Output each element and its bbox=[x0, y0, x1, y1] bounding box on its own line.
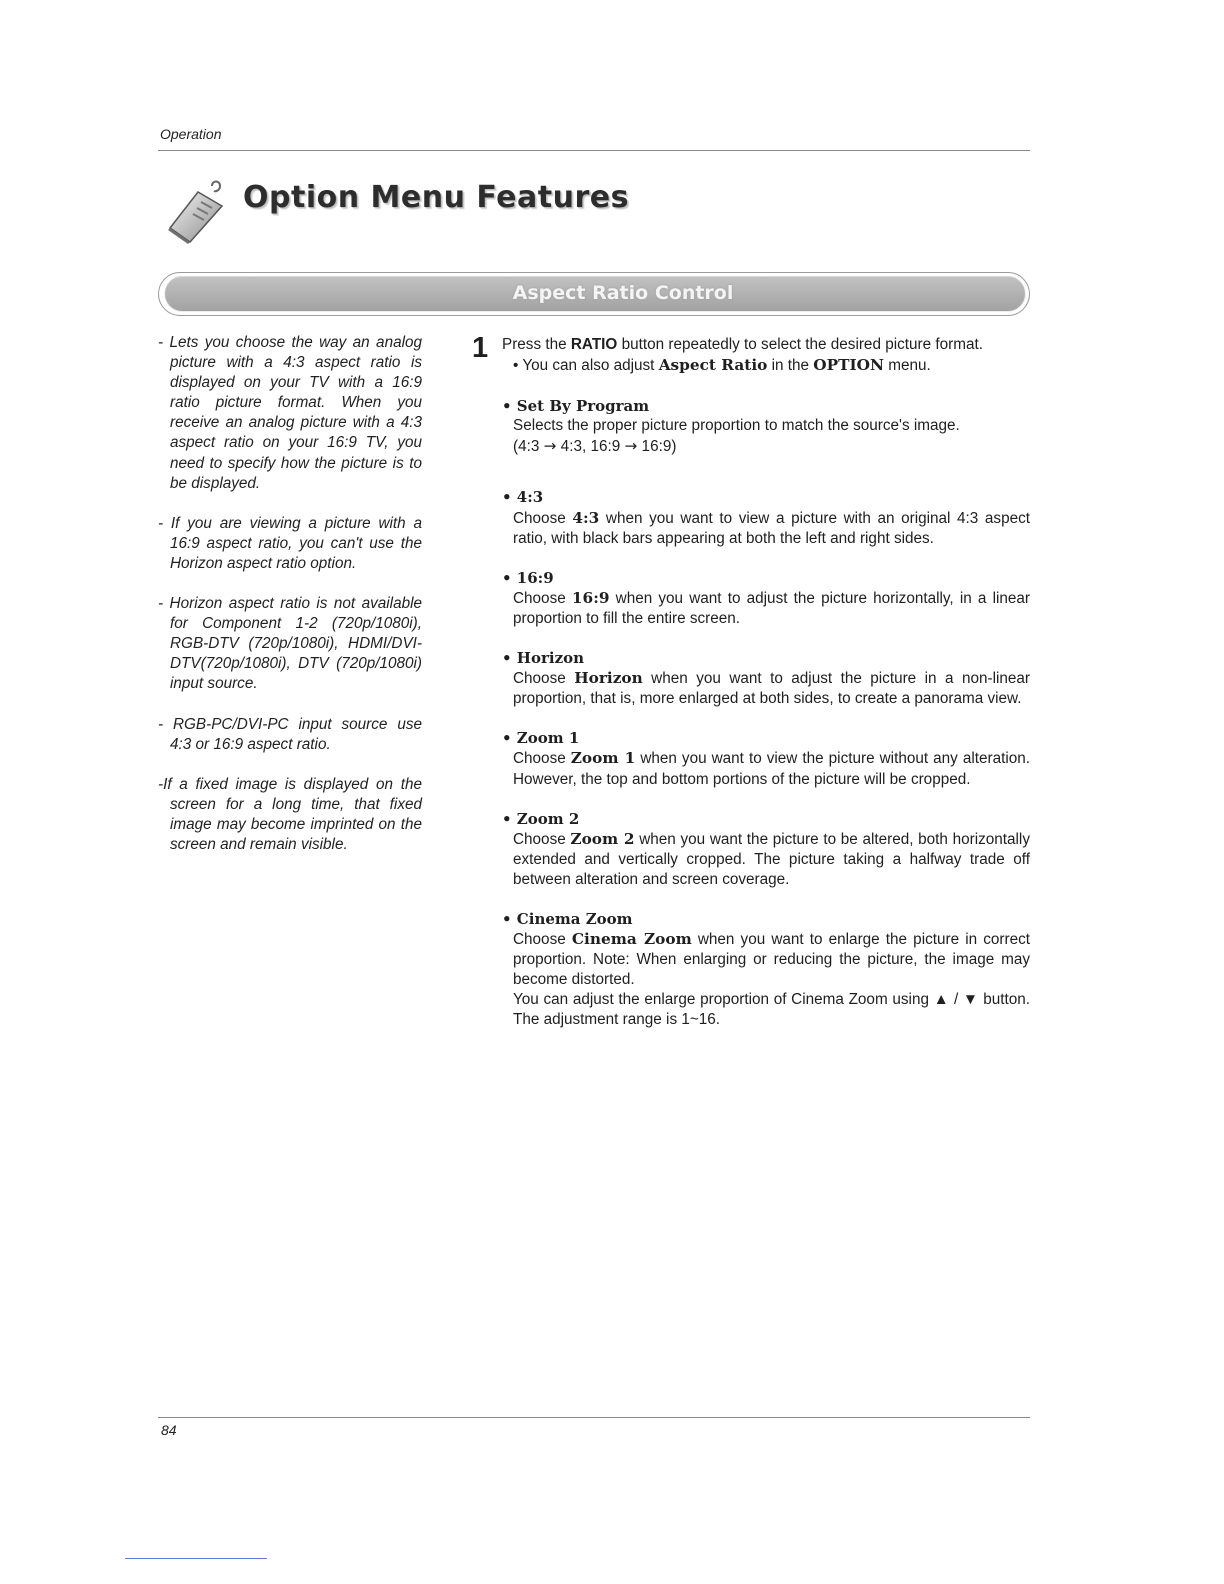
feature-desc bbox=[502, 748, 1030, 789]
step-tip bbox=[502, 355, 1030, 376]
desc-text: when you want to view a picture with an original 4:3 aspect ratio, with black bars appearing at both the left and right sides. bbox=[513, 509, 1030, 547]
feature-desc bbox=[502, 829, 1030, 890]
desc-text: when you want to enlarge the picture in correct proportion. Note: When enlarging or reducing the picture, the image may become distorted. bbox=[513, 931, 1030, 989]
feature-title: • Cinema Zoom bbox=[502, 909, 633, 928]
page-title: Option Menu Features bbox=[243, 180, 629, 215]
note-item: - If you are viewing a picture with a 16:9 aspect ratio, you can't use the Horizon aspect ratio option. bbox=[158, 514, 422, 572]
instructions bbox=[502, 335, 1030, 1031]
desc-text: Choose bbox=[513, 931, 572, 949]
arrow-icon: → bbox=[624, 437, 638, 456]
tip-text: • You can also adjust bbox=[513, 357, 659, 375]
feature-4-3 bbox=[502, 487, 1030, 548]
desc-text: Choose bbox=[513, 670, 575, 688]
remote-control-icon bbox=[168, 178, 228, 244]
footer-link-underline bbox=[125, 1558, 267, 1559]
desc-text: when you want to view the picture without any alteration. However, the top and bottom portions of the picture will be cropped. bbox=[513, 750, 1030, 788]
aspect-ratio-menu-name: Aspect Ratio bbox=[658, 356, 768, 375]
desc-keyword: Cinema Zoom bbox=[571, 930, 692, 949]
feature-title: • Set By Program bbox=[502, 397, 650, 416]
note-item: -If a fixed image is displayed on the screen for a long time, that fixed image may become imprinted on the screen and remain visible. bbox=[158, 775, 422, 853]
feature-desc bbox=[502, 588, 1030, 629]
feature-desc bbox=[502, 508, 1030, 549]
banner-title: Aspect Ratio Control bbox=[512, 282, 734, 304]
desc-text: when you want to adjust the picture in a non-linear proportion, that is, more enlarged at both sides, to create a panorama view. bbox=[513, 670, 1030, 708]
desc-text: 4:3, 16:9 bbox=[556, 438, 625, 456]
step-text: Press the bbox=[502, 336, 571, 353]
note-item: - Horizon aspect ratio is not available for Component 1-2 (720p/1080i), RGB-DTV (720p/1080i), HDMI/DVI-DTV(720p/1080i), DTV (720p/1080i) input source. bbox=[158, 595, 422, 693]
feature-zoom1 bbox=[502, 728, 1030, 789]
desc-text: Selects the proper picture proportion to match the source's image. bbox=[513, 417, 960, 435]
feature-desc bbox=[502, 668, 1030, 709]
side-notes bbox=[158, 333, 422, 875]
desc-keyword: 4:3 bbox=[572, 508, 600, 527]
feature-title: • Horizon bbox=[502, 649, 585, 668]
desc-keyword: Horizon bbox=[574, 669, 643, 688]
feature-desc bbox=[502, 416, 1030, 457]
desc-text: when you want to adjust the picture horizontally, in a linear proportion to fill the entire screen. bbox=[513, 589, 1030, 627]
desc-text: Choose bbox=[513, 509, 573, 527]
feature-title: • 4:3 bbox=[502, 488, 544, 507]
footer-rule bbox=[158, 1417, 1030, 1418]
feature-zoom2 bbox=[502, 809, 1030, 890]
step-instruction bbox=[502, 335, 1030, 355]
desc-text: when you want the picture to be altered, both horizontally extended and vertically cropped. The picture taking a halfway trade off between alteration and screen coverage. bbox=[513, 830, 1030, 888]
desc-text: (4:3 bbox=[513, 438, 544, 456]
page-number: 84 bbox=[161, 1422, 177, 1438]
step-number: 1 bbox=[472, 332, 489, 364]
desc-text: Choose bbox=[513, 830, 571, 848]
feature-title: • 16:9 bbox=[502, 568, 554, 587]
desc-text: Choose bbox=[513, 589, 572, 607]
tip-text: menu. bbox=[883, 357, 931, 375]
ratio-button-name: RATIO bbox=[570, 336, 618, 353]
desc-keyword: Zoom 1 bbox=[570, 749, 636, 768]
feature-16-9 bbox=[502, 568, 1030, 629]
arrow-icon: → bbox=[543, 437, 557, 456]
option-menu-name: OPTION bbox=[813, 356, 884, 375]
tip-text: in the bbox=[767, 357, 814, 375]
desc-keyword: 16:9 bbox=[571, 588, 610, 607]
note-item: - Lets you choose the way an analog picture with a 4:3 aspect ratio is displayed on your TV with a 16:9 ratio picture format. When you receive an analog picture with a 4:3 aspect ratio on your 16:9 TV, you need to specify how the picture is to be displayed. bbox=[158, 334, 422, 492]
feature-cinema-zoom bbox=[502, 909, 1030, 1031]
section-label: Operation bbox=[160, 126, 222, 142]
header-rule bbox=[158, 150, 1030, 151]
feature-title: • Zoom 2 bbox=[502, 809, 580, 828]
feature-desc bbox=[502, 929, 1030, 1030]
desc-text: You can adjust the enlarge proportion of Cinema Zoom using ▲ / ▼ button. The adjustment range is 1~16. bbox=[513, 991, 1030, 1029]
note-item: - RGB-PC/DVI-PC input source use 4:3 or 16:9 aspect ratio. bbox=[158, 715, 422, 753]
section-banner bbox=[165, 276, 1025, 310]
feature-set-by-program bbox=[502, 396, 1030, 457]
desc-text: Choose bbox=[513, 750, 571, 768]
feature-title: • Zoom 1 bbox=[502, 729, 580, 748]
desc-keyword: Zoom 2 bbox=[570, 829, 635, 848]
desc-text: 16:9) bbox=[637, 438, 677, 456]
step-text: button repeatedly to select the desired picture format. bbox=[617, 336, 983, 353]
feature-horizon bbox=[502, 648, 1030, 709]
